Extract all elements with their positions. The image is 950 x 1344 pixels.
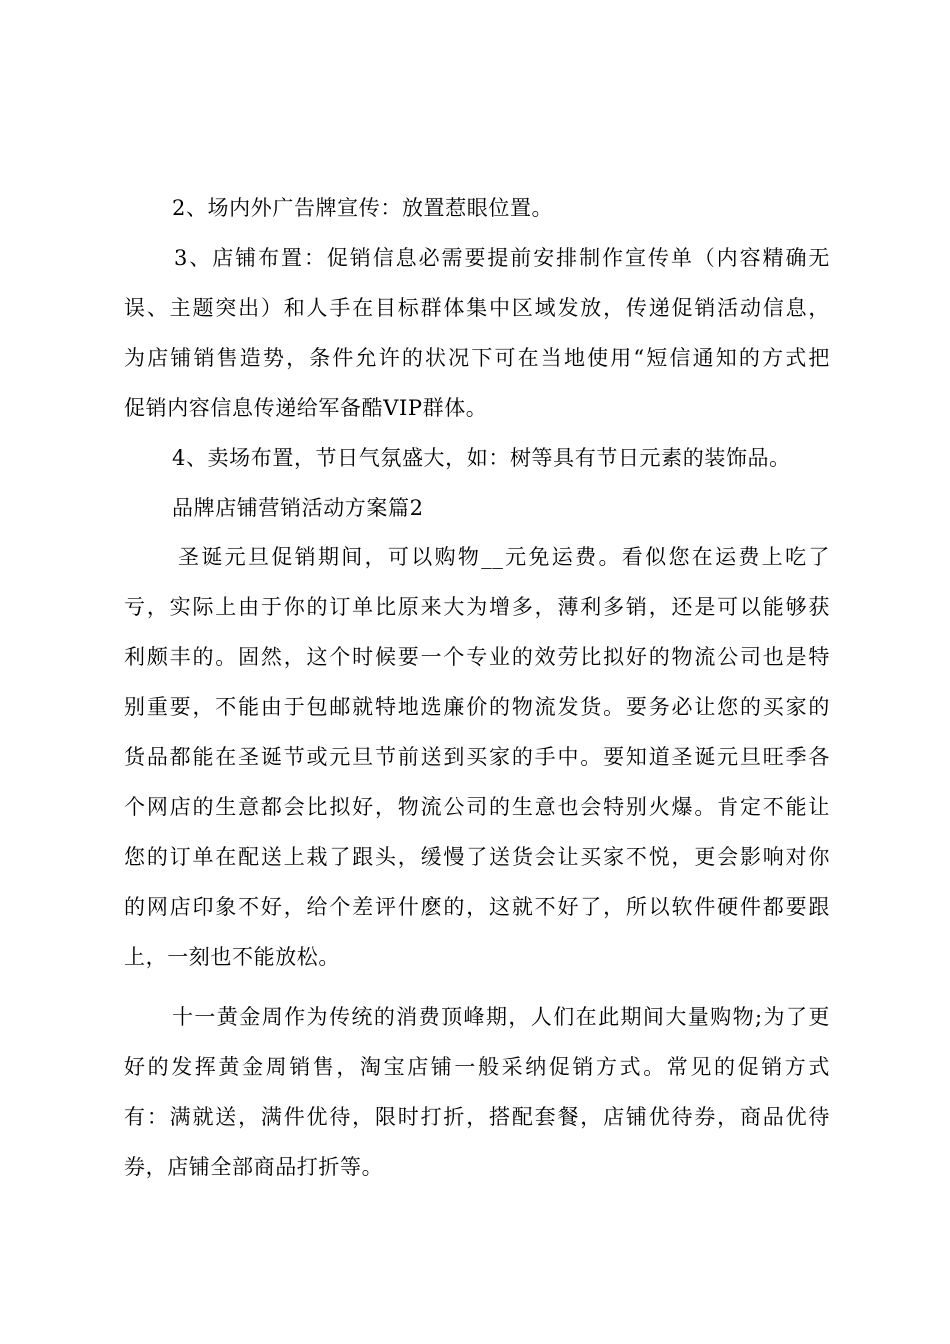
christmas-line-1: 圣诞元旦促销期间，可以购物__元免运费。看似您在运费上吃了 xyxy=(178,545,830,569)
golden-week-line-2: 好的发挥黄金周销售，淘宝店铺一般采纳促销方式。常见的促销方式 xyxy=(124,1055,830,1079)
item-3-line-3: 为店铺销售造势，条件允许的状况下可在当地使用“短信通知的方式把 xyxy=(124,346,830,370)
golden-week-line-1: 十一黄金周作为传统的消费顶峰期，人们在此期间大量购物;为了更 xyxy=(172,1005,830,1029)
christmas-line-8: 的网店印象不好，给个差评什麽的，这就不好了，所以软件硬件都要跟 xyxy=(124,895,830,919)
item-3-line-1: 3、店铺布置：促销信息必需要提前安排制作宣传单（内容精确无 xyxy=(174,246,830,270)
christmas-line-4: 别重要，不能由于包邮就特地选廉价的物流发货。要务必让您的买家的 xyxy=(124,695,830,719)
item-2-line-1: 2、场内外广告牌宣传：放置惹眼位置。 xyxy=(172,196,554,220)
christmas-line-7: 您的订单在配送上栽了跟头，缓慢了送货会让买家不悦，更会影响对你 xyxy=(124,845,830,869)
christmas-line-3: 利颇丰的。固然，这个时候要一个专业的效劳比拟好的物流公司也是特 xyxy=(124,645,830,669)
christmas-line-5: 货品都能在圣诞节或元旦节前送到买家的手中。要知道圣诞元旦旺季各 xyxy=(124,745,830,769)
golden-week-line-4: 券，店铺全部商品打折等。 xyxy=(124,1155,384,1179)
golden-week-line-3: 有：满就送，满件优待，限时打折，搭配套餐，店铺优待券，商品优待 xyxy=(124,1105,830,1129)
item-4-line-1: 4、卖场布置，节日气氛盛大，如：树等具有节日元素的装饰品。 xyxy=(172,446,791,470)
christmas-line-6: 个网店的生意都会比拟好，物流公司的生意也会特别火爆。肯定不能让 xyxy=(124,795,830,819)
item-3-line-4: 促销内容信息传递给军备酷VIP群体。 xyxy=(124,396,488,420)
christmas-line-2: 亏，实际上由于你的订单比原来大为增多，薄利多销，还是可以能够获 xyxy=(124,595,830,619)
section-heading: 品牌店铺营销活动方案篇2 xyxy=(172,496,424,520)
christmas-line-9: 上，一刻也不能放松。 xyxy=(124,945,340,969)
item-3-line-2: 误、主题突出）和人手在目标群体集中区域发放，传递促销活动信息， xyxy=(124,296,830,320)
